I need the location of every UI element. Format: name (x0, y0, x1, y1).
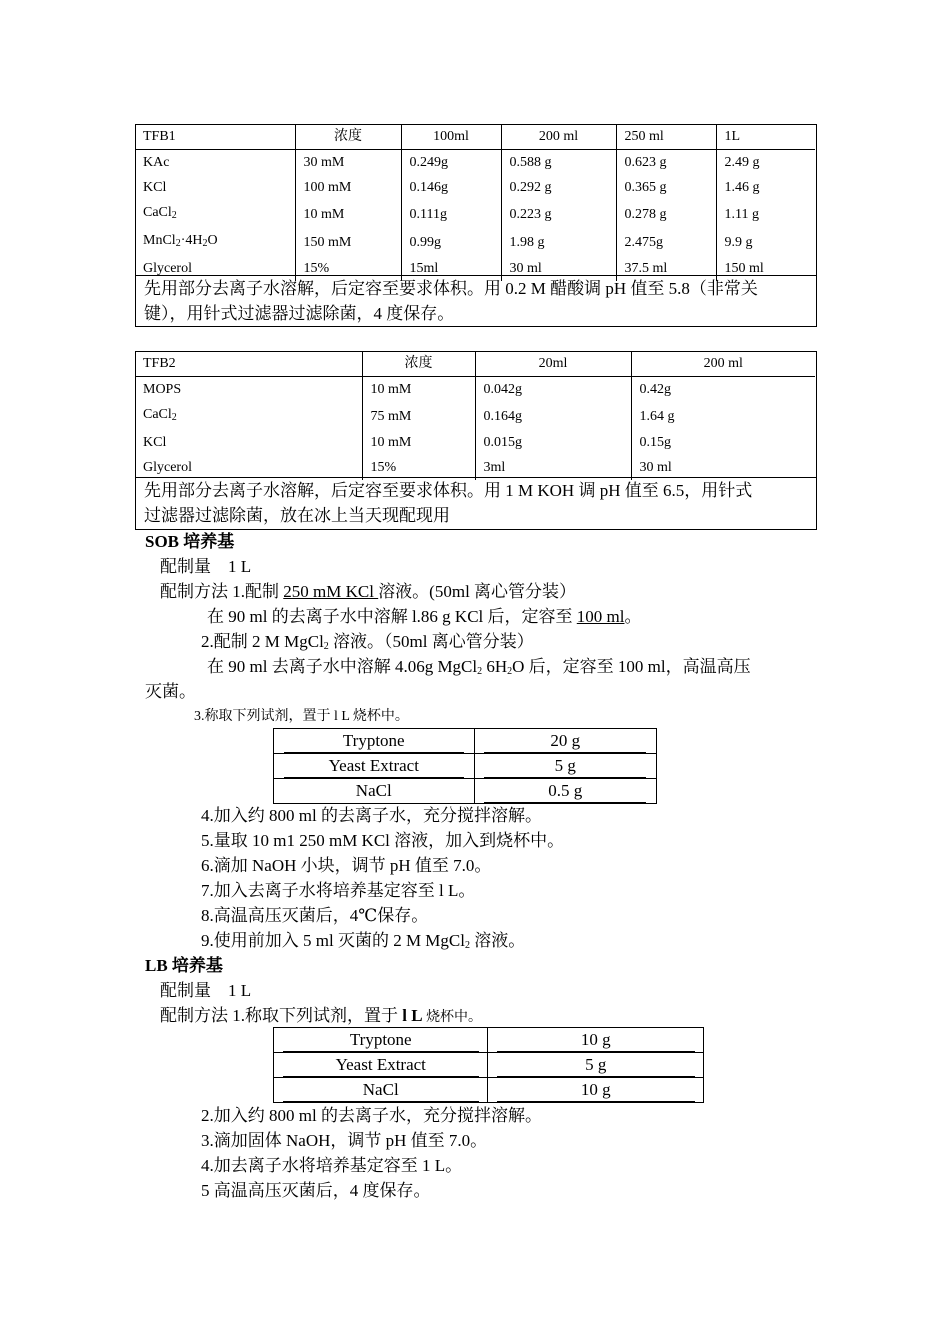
sob-step8: 8.高温高压灭菌后，4℃保存。 (201, 906, 429, 925)
table-row (274, 754, 657, 779)
cell: 0.223 g (501, 200, 616, 228)
cell: CaCl$_2$ (143, 205, 177, 221)
cell: 30 ml (501, 256, 616, 281)
table-row (274, 1028, 704, 1053)
tfb2-h3: 200 ml (631, 351, 815, 377)
sob-title: SOB 培养基 (145, 532, 235, 551)
cell (274, 1028, 488, 1053)
cell: 15% (295, 256, 401, 281)
sob-step7: 7.加入去离子水将培养基定容至 l L。 (201, 881, 476, 900)
cell (474, 754, 657, 779)
table-row (135, 150, 815, 176)
tfb1-note-line1: 先用部分去离子水溶解，后定容至要求体积。用 0.2 M 醋酸调 pH 值至 5.8（非常关 (144, 279, 758, 298)
cell: 0.292 g (501, 175, 616, 200)
cell: 0.623 g (616, 150, 716, 176)
tfb1-h4: 250 ml (616, 124, 716, 150)
reagent-amount: 0.5 g (484, 780, 646, 803)
sob-step2c: 灭菌。 (145, 682, 196, 701)
table-row (135, 402, 815, 430)
cell: KCl (143, 180, 167, 195)
tfb1-h0: TFB1 (135, 124, 295, 150)
cell: 15ml (401, 256, 501, 281)
reagent-amount: 10 g (497, 1029, 695, 1052)
tfb2-header-row (135, 351, 815, 377)
table-row (274, 1053, 704, 1078)
lb-step3: 3.滴加固体 NaOH，调节 pH 值至 7.0。 (201, 1131, 488, 1150)
cell (488, 1028, 704, 1053)
cell: 0.042g (475, 377, 631, 403)
cell: 15% (362, 455, 475, 480)
table-row (135, 377, 815, 403)
sob-step2: 2.配制 2 M MgCl$_2$ 溶液。（50ml 离心管分装） (201, 632, 534, 652)
cell: MOPS (143, 382, 182, 397)
sob-step1b (207, 604, 641, 629)
cell: 0.146g (401, 175, 501, 200)
sob-step9: 9.使用前加入 5 ml 灭菌的 2 M MgCl$_2$ 溶液。 (201, 931, 526, 951)
cell: Glycerol (143, 261, 192, 276)
table-row (135, 430, 815, 455)
reagent-amount: 10 g (497, 1079, 695, 1102)
cell (474, 779, 657, 804)
table-row (274, 1078, 704, 1103)
reagent-name: Tryptone (284, 730, 464, 753)
cell: 10 mM (362, 377, 475, 403)
tfb1-h3: 200 ml (501, 124, 616, 150)
sob-step1b-underlined: 100 ml (576, 607, 625, 626)
tfb1-h2: 100ml (401, 124, 501, 150)
cell (274, 754, 475, 779)
sob-step1-rest: 溶液。(50ml 离心管分装） (378, 582, 577, 601)
reagent-amount: 5 g (497, 1054, 695, 1077)
tfb1-table (135, 124, 815, 281)
tfb1-h5: 1L (716, 124, 815, 150)
reagent-name: Tryptone (283, 1029, 479, 1052)
lb-method-b: l L (402, 1006, 423, 1025)
reagent-amount: 20 g (484, 730, 646, 753)
cell (274, 1053, 488, 1078)
tfb1-note (136, 276, 816, 326)
cell: 37.5 ml (616, 256, 716, 281)
cell (474, 729, 657, 754)
reagent-name: Yeast Extract (284, 755, 464, 778)
cell (274, 729, 475, 754)
tfb2-h0: TFB2 (135, 351, 362, 377)
sob-step5: 5.量取 10 m1 250 mM KCl 溶液，加入到烧杯中。 (201, 831, 565, 850)
sob-step1b-post: 。 (624, 607, 642, 626)
reagent-name: Yeast Extract (283, 1054, 479, 1077)
cell: 10 mM (362, 430, 475, 455)
cell: 0.99g (401, 228, 501, 256)
cell: 9.9 g (716, 228, 815, 256)
table-row (135, 175, 815, 200)
tfb2-note (136, 478, 816, 528)
lb-step5: 5 高温高压灭菌后，4 度保存。 (201, 1181, 431, 1200)
table-row (274, 729, 657, 754)
cell: 0.249g (401, 150, 501, 176)
lb-reagent-table (273, 1027, 704, 1103)
sob-reagent-table (273, 728, 657, 804)
tfb1-h1: 浓度 (295, 124, 401, 150)
lb-step1 (160, 1003, 482, 1030)
lb-method-a: 配制方法 1.称取下列试剂，置于 (160, 1006, 403, 1025)
sob-step4: 4.加入约 800 ml 的去离子水，充分搅拌溶解。 (201, 806, 542, 825)
tfb2-table (135, 351, 815, 480)
cell: 1.11 g (716, 200, 815, 228)
cell: 2.475g (616, 228, 716, 256)
lb-step4: 4.加去离子水将培养基定容至 1 L。 (201, 1156, 463, 1175)
cell: 150 mM (295, 228, 401, 256)
cell (274, 1078, 488, 1103)
sob-step1-underlined: 250 mM KCl (283, 582, 379, 601)
cell: KCl (143, 435, 167, 450)
cell: 100 mM (295, 175, 401, 200)
reagent-amount: 5 g (484, 755, 646, 778)
cell: 10 mM (295, 200, 401, 228)
tfb2-note-line1: 先用部分去离子水溶解，后定容至要求体积。用 1 M KOH 调 pH 值至 6.5，用针式 (144, 481, 753, 500)
sob-step1b-pre: 在 90 ml 的去离子水中溶解 l.86 g KCl 后，定容至 (207, 607, 577, 626)
cell: 0.015g (475, 430, 631, 455)
tfb1-note-line2: 键），用针式过滤器过滤除菌，4 度保存。 (144, 304, 455, 323)
cell: Glycerol (143, 460, 192, 475)
lb-amount: 配制量 1 L (160, 981, 252, 1000)
cell (488, 1053, 704, 1078)
cell (274, 779, 475, 804)
cell: 1.64 g (631, 402, 815, 430)
cell: $MnCl_2\cdot 4H_2O$ (143, 233, 218, 249)
cell (488, 1078, 704, 1103)
tfb2-h1: 浓度 (362, 351, 475, 377)
cell: 1.46 g (716, 175, 815, 200)
cell: 1.98 g (501, 228, 616, 256)
cell: 30 mM (295, 150, 401, 176)
cell: 0.588 g (501, 150, 616, 176)
table-row (135, 228, 815, 256)
cell: 30 ml (631, 455, 815, 480)
sob-step3: 3.称取下列试剂，置于 l L 烧杯中。 (194, 709, 409, 724)
cell: 0.42g (631, 377, 815, 403)
lb-step2: 2.加入约 800 ml 的去离子水，充分搅拌溶解。 (201, 1106, 542, 1125)
sob-step1 (160, 579, 576, 604)
reagent-name: NaCl (355, 781, 392, 800)
tfb2-note-line2: 过滤器过滤除菌，放在冰上当天现配现用 (144, 506, 450, 525)
cell: 3ml (475, 455, 631, 480)
cell: 0.111g (401, 200, 501, 228)
tfb2-h2: 20ml (475, 351, 631, 377)
reagent-name: NaCl (283, 1079, 479, 1102)
tfb1-header-row (135, 124, 815, 150)
cell: 2.49 g (716, 150, 815, 176)
lb-title: LB 培养基 (145, 956, 223, 975)
cell: KAc (143, 155, 170, 170)
cell: 0.365 g (616, 175, 716, 200)
cell: CaCl$_2$ (143, 407, 177, 423)
cell: 0.164g (475, 402, 631, 430)
sob-method-prefix: 配制方法 1.配制 (160, 582, 284, 601)
table-row (274, 779, 657, 804)
lb-method-c: 烧杯中。 (422, 1010, 483, 1025)
cell: 150 ml (716, 256, 815, 281)
table-row (135, 200, 815, 228)
sob-step6: 6.滴加 NaOH 小块，调节 pH 值至 7.0。 (201, 856, 492, 875)
cell: 75 mM (362, 402, 475, 430)
cell: 0.15g (631, 430, 815, 455)
cell: 0.278 g (616, 200, 716, 228)
sob-amount: 配制量 1 L (160, 557, 252, 576)
sob-step2b: 在 90 ml 去离子水中溶解 4.06g MgCl$_2$ $6H_2O$ 后，定容至 100 ml，高温高压 (207, 657, 751, 677)
